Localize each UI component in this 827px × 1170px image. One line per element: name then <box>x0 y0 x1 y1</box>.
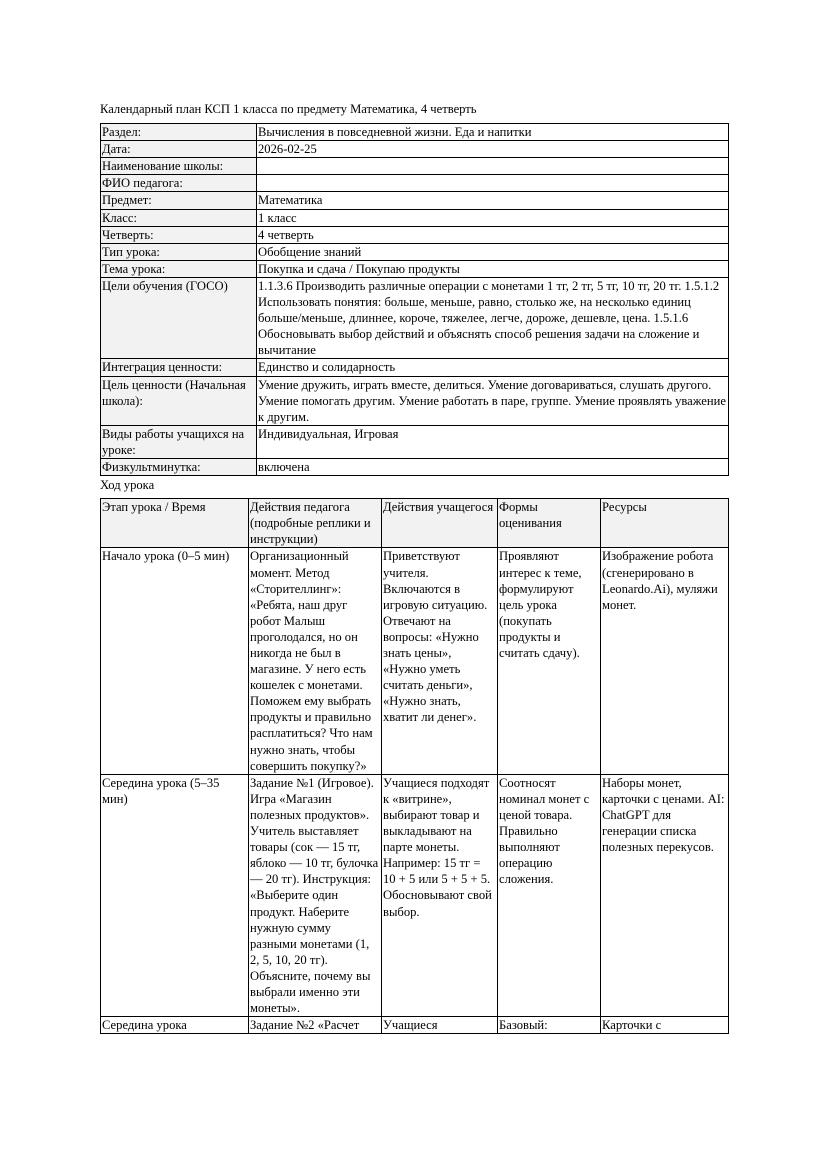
info-label: Цель ценности (Начальная школа): <box>101 376 257 425</box>
info-label: ФИО педагога: <box>101 175 257 192</box>
column-header-assessment: Формы оценивания <box>498 499 601 548</box>
info-row-value-goal <box>101 376 729 425</box>
cell-assessment: Соотносят номинал монет с ценой товара. Правильно выполняют операцию сложения. <box>498 774 601 1016</box>
cell-stage: Середина урока (5–35 мин) <box>101 774 249 1016</box>
lesson-info-table <box>100 123 729 476</box>
info-row-school <box>101 158 729 175</box>
info-value: Обобщение знаний <box>257 243 729 260</box>
info-value: 1 класс <box>257 209 729 226</box>
info-row-quarter <box>101 226 729 243</box>
info-label: Тема урока: <box>101 260 257 277</box>
info-label: Интеграция ценности: <box>101 359 257 376</box>
section-title: Ход урока <box>100 478 155 493</box>
cell-stage: Середина урока <box>101 1017 249 1034</box>
info-row-subject <box>101 192 729 209</box>
info-value: Индивидуальная, Игровая <box>257 425 729 458</box>
info-row-goals <box>101 277 729 358</box>
table-row <box>101 774 729 1016</box>
cell-assessment: Базовый: <box>498 1017 601 1034</box>
cell-student-actions: Приветствуют учителя. Включаются в игровую ситуацию. Отвечают на вопросы: «Нужно знать цены», «Нужно уметь считать деньги», «Нужно знать, хватит ли денег». <box>382 548 498 774</box>
info-value <box>257 158 729 175</box>
info-label: Класс: <box>101 209 257 226</box>
info-label: Четверть: <box>101 226 257 243</box>
info-label: Предмет: <box>101 192 257 209</box>
info-row-class <box>101 209 729 226</box>
document-page <box>100 101 728 1034</box>
info-value: Вычисления в повседневной жизни. Еда и напитки <box>257 124 729 141</box>
lesson-flow-table <box>100 498 729 1034</box>
info-value: Математика <box>257 192 729 209</box>
info-label: Тип урока: <box>101 243 257 260</box>
column-header-resources: Ресурсы <box>601 499 729 548</box>
info-label: Виды работы учащихся на уроке: <box>101 425 257 458</box>
column-header-stage: Этап урока / Время <box>101 499 249 548</box>
cell-student-actions: Учащиеся <box>382 1017 498 1034</box>
info-row-physical-break <box>101 458 729 475</box>
info-label: Наименование школы: <box>101 158 257 175</box>
info-value <box>257 175 729 192</box>
cell-teacher-actions: Задание №1 (Игровое). Игра «Магазин полезных продуктов». Учитель выставляет товары (сок — 15 тг, яблоко — 10 тг, булочка — 20 тг). Инструкция: «Выберите один продукт. Наберите нужную сумму разными монетами (1, 2, 5, 10, 20 тг). Объясните, почему вы выбрали именно эти монеты». <box>249 774 382 1016</box>
info-row-lesson-type <box>101 243 729 260</box>
info-label: Цели обучения (ГОСО) <box>101 277 257 358</box>
info-value: 2026-02-25 <box>257 141 729 158</box>
info-row-teacher <box>101 175 729 192</box>
table-header-row <box>101 499 729 548</box>
document-title: Календарный план КСП 1 класса по предмету Математика, 4 четверть <box>100 102 477 116</box>
column-header-student-actions: Действия учащегося <box>382 499 498 548</box>
info-row-value-integration <box>101 359 729 376</box>
cell-resources: Карточки с <box>601 1017 729 1034</box>
cell-resources: Наборы монет, карточки с ценами. AI: ChatGPT для генерации списка полезных перекусов. <box>601 774 729 1016</box>
info-row-work-types <box>101 425 729 458</box>
table-row <box>101 548 729 774</box>
info-label: Дата: <box>101 141 257 158</box>
cell-teacher-actions: Организационный момент. Метод «Сторителлинг»: «Ребята, наш друг робот Малыш проголодался, но он никогда не был в магазине. У него есть кошелек с монетами. Поможем ему выбрать продукты и правильно расплатиться? Что нам нужно знать, чтобы совершить покупку?» <box>249 548 382 774</box>
info-value: 4 четверть <box>257 226 729 243</box>
cell-stage: Начало урока (0–5 мин) <box>101 548 249 774</box>
cell-teacher-actions: Задание №2 «Расчет <box>249 1017 382 1034</box>
info-value: включена <box>257 458 729 475</box>
info-value: Единство и солидарность <box>257 359 729 376</box>
info-row-topic <box>101 260 729 277</box>
cell-resources: Изображение робота (сгенерировано в Leonardo.Ai), муляжи монет. <box>601 548 729 774</box>
info-label: Раздел: <box>101 124 257 141</box>
table-row <box>101 1017 729 1034</box>
info-row-section <box>101 124 729 141</box>
cell-student-actions: Учащиеся подходят к «витрине», выбирают товар и выкладывают на парте монеты. Например: 15 тг = 10 + 5 или 5 + 5 + 5. Обосновывают свой выбор. <box>382 774 498 1016</box>
cell-assessment: Проявляют интерес к теме, формулируют цель урока (покупать продукты и считать сдачу). <box>498 548 601 774</box>
column-header-teacher-actions: Действия педагога (подробные реплики и инструкции) <box>249 499 382 548</box>
info-label: Физкультминутка: <box>101 458 257 475</box>
info-value: 1.1.3.6 Производить различные операции с монетами 1 тг, 2 тг, 5 тг, 10 тг, 20 тг. 1.5.1.2 Использовать понятия: больше, меньше, равно, столько же, на несколько единиц больше/меньше, длиннее, короче, тяжелее, легче, дороже, дешевле, цена. 1.5.1.6 Обосновывать выбор действий и объяснять способ решения задачи на сложение и вычитание <box>257 277 729 358</box>
info-row-date <box>101 141 729 158</box>
info-value: Покупка и сдача / Покупаю продукты <box>257 260 729 277</box>
info-value: Умение дружить, играть вместе, делиться. Умение договариваться, слушать другого. Умение помогать другим. Умение работать в паре, группе. Умение проявлять уважение к другим. <box>257 376 729 425</box>
